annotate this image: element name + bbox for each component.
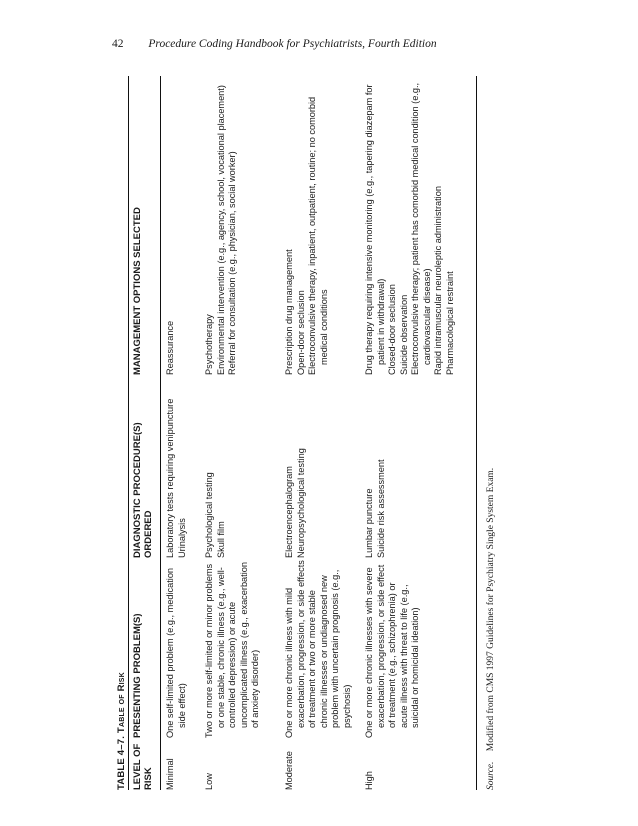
diagnostic-item: Lumbar puncture	[364, 488, 374, 558]
management-item: Drug therapy requiring intensive monitoring (e.g., tapering diazepam for patient in withdrawal)	[364, 84, 386, 375]
diagnostic-cell	[364, 388, 387, 558]
level-cell: Moderate	[284, 751, 294, 790]
header-presenting-problems: PRESENTING PROBLEM(S)	[132, 613, 143, 738]
problem-cell: One self-limited problem (e.g., medication side effect)	[165, 567, 187, 738]
diagnostic-item: Suicide risk assessment	[375, 459, 386, 558]
management-item: Electroconvulsive therapy; patient has comorbid medical condition (e.g., cardiovascular disease)	[410, 82, 432, 375]
table-source-note	[486, 468, 498, 790]
diagnostic-cell	[165, 388, 188, 558]
diagnostic-cell	[204, 388, 227, 558]
table-top-rule	[128, 76, 129, 790]
table-bottom-rule	[476, 76, 477, 790]
diagnostic-cell	[284, 388, 307, 558]
diagnostic-item: Urinalysis	[176, 518, 187, 558]
management-item: Electroconvulsive therapy, inpatient, outpatient, routine; no comorbid medical conditions	[307, 96, 329, 375]
management-item: Rapid intramuscular neuroleptic administration	[433, 186, 443, 375]
source-label: Source.	[486, 761, 496, 790]
table-label: TABLE 4–7.	[116, 735, 127, 790]
level-cell: High	[364, 771, 374, 790]
management-cell	[204, 76, 239, 375]
management-item: Prescription drug management	[284, 249, 294, 375]
level-cell: Low	[204, 773, 214, 790]
diagnostic-item: Psychological testing	[204, 472, 214, 558]
diagnostic-item: Electroencephalogram	[284, 466, 294, 558]
management-item: Referral for consultation (e.g., physician, social worker)	[227, 151, 237, 375]
problem-cell: Two or more self-limited or minor problems or one stable, chronic illness (e.g., well-controlled depression) or acute uncomplicated illness (e.g., exacerbation of anxiety disorder)	[204, 562, 260, 738]
problem-cell: One or more chronic illness with mild exacerbation, progression, or side effects of treatment or two or more stable chronic illnesses or undiagnosed new problem with uncertain prognosis (e.g., psychosis)	[284, 560, 352, 738]
level-cell: Minimal	[165, 758, 175, 790]
management-cell	[284, 76, 330, 375]
management-item: Open-door seclusion	[295, 290, 306, 375]
table-header-rule	[160, 76, 161, 790]
diagnostic-item: Laboratory tests requiring venipuncture	[165, 398, 175, 558]
page-number: 42	[112, 38, 124, 50]
problem-cell: One or more chronic illnesses with severe exacerbation, progression, or side effect of treatment (e.g., schizophrenia) or acute illness with threat to life (e.g., suicidal or homicidal ideation)	[364, 564, 420, 738]
running-head	[112, 38, 437, 50]
header-diagnostic-procedures: DIAGNOSTIC PROCEDURE(S) ORDERED	[132, 422, 155, 558]
management-item: Reassurance	[165, 320, 175, 375]
book-title: Procedure Coding Handbook for Psychiatrists, Fourth Edition	[148, 38, 437, 50]
diagnostic-item: Skull film	[215, 521, 226, 558]
management-item: Environmental intervention (e.g., agency, school, vocational placement)	[215, 85, 226, 375]
header-management-options: MANAGEMENT OPTIONS SELECTED	[132, 207, 143, 375]
header-level-of-risk: LEVEL OF RISK	[132, 743, 155, 790]
management-cell	[364, 76, 456, 375]
management-item: Psychotherapy	[204, 314, 214, 375]
diagnostic-item: Neuropsychological testing	[295, 448, 306, 558]
management-item: Suicide observation	[398, 294, 409, 375]
management-item: Closed-door seclusion	[387, 284, 397, 375]
table-caption: Table of Risk	[116, 672, 127, 734]
management-cell	[165, 76, 177, 375]
risk-table	[112, 76, 532, 790]
table-title	[116, 672, 128, 790]
source-text: Modified from CMS 1997 Guidelines for Psychiatry Single System Exam.	[486, 467, 496, 752]
management-item: Pharmacological restraint	[444, 271, 455, 375]
